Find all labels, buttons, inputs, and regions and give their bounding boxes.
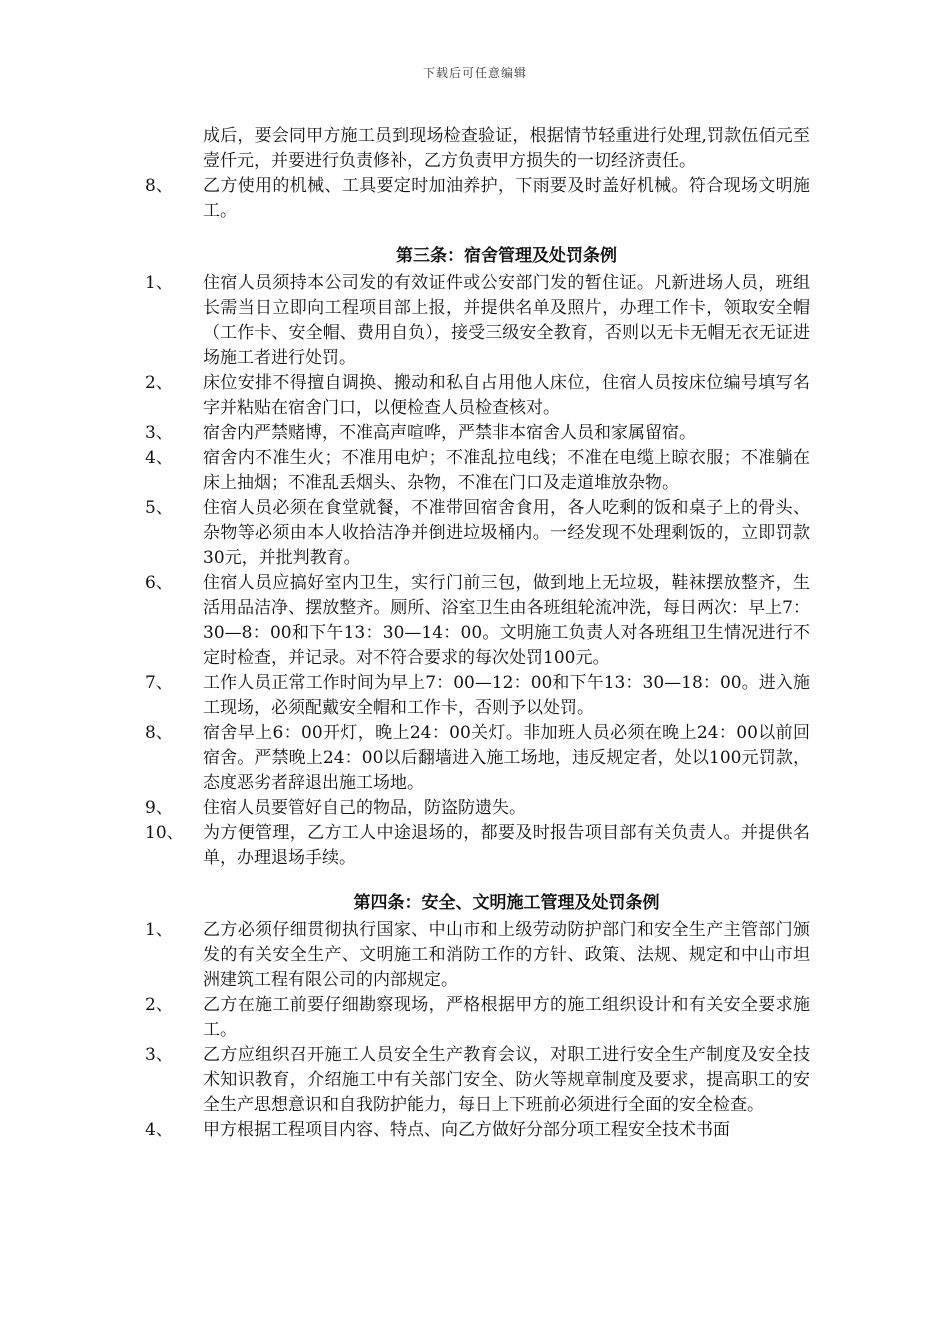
item-number: 5、 [145,498,173,518]
item-text: 乙方使用的机械、工具要定时加油养护，下雨要及时盖好机械。符合现场文明施工。 [203,176,810,221]
list-item [145,421,810,446]
item-number: 9、 [145,798,173,818]
list-item [145,721,810,796]
item-number: 4、 [145,448,173,468]
item-text: 工作人员正常工作时间为早上7：00—12：00和下午13：30—18：00。进入施工现场，必须配戴安全帽和工作卡，否则予以处罚。 [203,673,810,718]
item-text: 床位安排不得擅自调换、搬动和私自占用他人床位，住宿人员按床位编号填写名字并粘贴在宿舍门口，以便检查人员检查核对。 [203,373,810,418]
list-item [145,918,810,993]
item-text: 住宿人员必须在食堂就餐，不准带回宿舍食用，各人吃剩的饭和桌子上的骨头、杂物等必须由本人收拾洁净并倒进垃圾桶内。一经发现不处理剩饭的，立即罚款30元，并批判教育。 [203,498,810,568]
list-item [145,993,810,1043]
section-title-3: 第三条：宿舍管理及处罚条例 [396,246,617,266]
list-item [145,821,810,871]
list-item [145,271,810,371]
page-header-note: 下载后可任意编辑 [422,66,527,80]
item-number: 6、 [145,573,173,593]
list-item [145,371,810,421]
list-item [145,446,810,496]
item-text: 宿舍内严禁赌博，不准高声喧哗，严禁非本宿舍人员和家属留宿。 [203,423,696,443]
item-number: 10、 [145,823,184,843]
item-text: 甲方根据工程项目内容、特点、向乙方做好分部分项工程安全技术书面 [203,1120,730,1140]
item-text: 宿舍内不准生火；不准用电炉；不准乱拉电线；不准在电缆上晾衣服；不准躺在床上抽烟；不准乱丢烟头、杂物，不准在门口及走道堆放杂物。 [203,448,810,493]
item-text: 宿舍早上6：00开灯，晚上24：00关灯。非加班人员必须在晚上24：00以前回宿舍。严禁晚上24：00以后翻墙进入施工场地，违反规定者，处以100元罚款，态度恶劣者辞退出施工场地。 [203,723,810,793]
continuation-paragraph: 成后，要会同甲方施工员到现场检查验证，根据情节轻重进行处理,罚款伍佰元至壹仟元，并要进行负责修补，乙方负责甲方损失的一切经济责任。 [203,126,810,171]
item-number: 3、 [145,1045,173,1065]
list-item [145,796,810,821]
item-number: 2、 [145,373,173,393]
document-body [145,124,810,1143]
item-text: 乙方必须仔细贯彻执行国家、中山市和上级劳动防护部门和安全生产主管部门颁发的有关安全生产、文明施工和消防工作的方针、政策、法规、规定和中山市坦洲建筑工程有限公司的内部规定。 [203,920,810,990]
item-number: 7、 [145,673,173,693]
item-text: 为方便管理，乙方工人中途退场的，都要及时报告项目部有关负责人。并提供名单，办理退场手续。 [203,823,810,868]
item-number: 3、 [145,423,173,443]
item-number: 1、 [145,920,173,940]
item-number: 8、 [145,723,173,743]
item-text: 乙方在施工前要仔细勘察现场，严格根据甲方的施工组织设计和有关安全要求施工。 [203,995,810,1040]
item-number: 4、 [145,1120,173,1140]
item-number: 1、 [145,273,173,293]
item-text: 住宿人员须持本公司发的有效证件或公安部门发的暂住证。凡新进场人员，班组长需当日立即向工程项目部上报，并提供名单及照片，办理工作卡，领取安全帽（工作卡、安全帽、费用自负），接受三级安全教育，否则以无卡无帽无衣无证进场施工者进行处罚。 [203,273,810,368]
list-item [145,671,810,721]
item-number: 8、 [145,176,173,196]
list-item [145,174,810,224]
item-text: 乙方应组织召开施工人员安全生产教育会议，对职工进行安全生产制度及安全技术知识教育，介绍施工中有关部门安全、防火等规章制度及要求，提高职工的安全生产思想意识和自我防护能力，每日上下班前必须进行全面的安全检查。 [203,1045,810,1115]
list-item [145,1043,810,1118]
list-item [145,571,810,671]
item-number: 2、 [145,995,173,1015]
section-title-4: 第四条：安全、文明施工管理及处罚条例 [353,893,660,913]
item-text: 住宿人员应搞好室内卫生，实行门前三包，做到地上无垃圾，鞋袜摆放整齐，生活用品洁净、摆放整齐。厕所、浴室卫生由各班组轮流冲洗，每日两次：早上7：30—8：00和下午13：30—14：00。文明施工负责人对各班组卫生情况进行不定时检查，并记录。对不符合要求的每次处罚100元。 [203,573,810,668]
item-text: 住宿人员要管好自己的物品，防盗防遗失。 [203,798,526,818]
list-item [145,496,810,571]
list-item [145,1118,810,1143]
